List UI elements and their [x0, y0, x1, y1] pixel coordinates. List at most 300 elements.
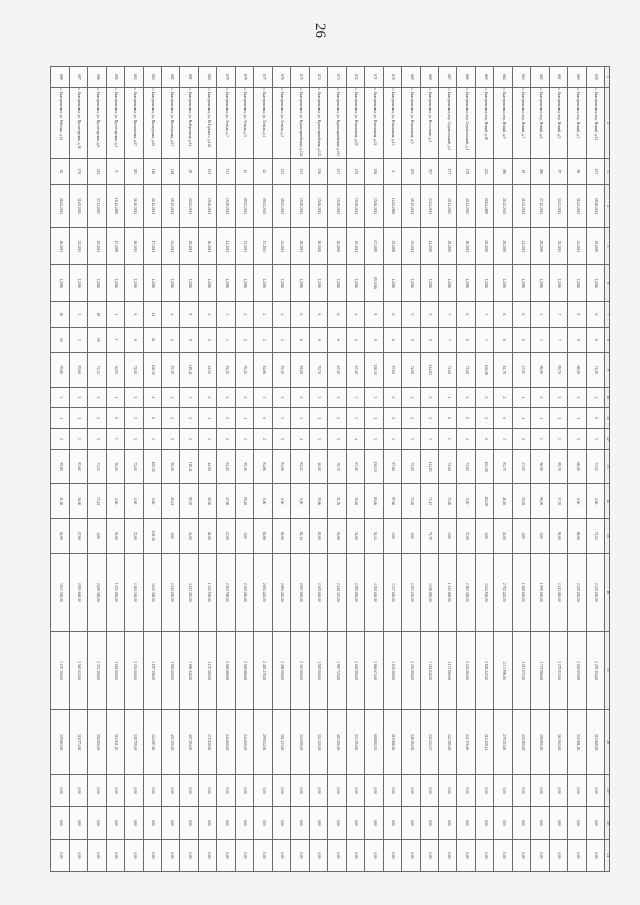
table-cell: 0,00 — [549, 839, 567, 871]
table-cell: 3 031 000,00 — [383, 631, 401, 709]
table-cell: 97 — [549, 159, 567, 184]
table-cell: 2 — [272, 429, 290, 450]
table-row — [346, 67, 364, 872]
table-cell: 1,2016 — [69, 265, 87, 302]
table-cell: 120,10 — [365, 352, 383, 387]
table-cell: 0,00 — [51, 807, 70, 839]
table-cell: 672 — [346, 67, 364, 88]
table-cell: 54,44 — [365, 518, 383, 553]
table-row — [475, 67, 493, 872]
table-cell: 1,2016 — [125, 265, 143, 302]
column-number-header: 13 — [605, 449, 610, 484]
table-cell: 8 — [365, 302, 383, 327]
table-cell: 120 485,00 — [512, 710, 530, 775]
table-cell: 670 — [383, 67, 401, 88]
table-cell: 18.12.2011 — [161, 184, 179, 228]
table-cell: 3 632 300,00 — [143, 553, 161, 631]
table-cell: 1,2016 — [439, 265, 457, 302]
table-cell: 3 690 140,00 — [180, 631, 198, 709]
table-cell: 15.06.2011 — [309, 184, 327, 228]
table-cell: 82,70 — [494, 352, 512, 387]
table-cell: 85,30 — [180, 484, 198, 519]
table-cell: 4 — [346, 302, 364, 327]
table-cell: 7 — [549, 302, 567, 327]
table-cell: 6 — [291, 302, 309, 327]
table-cell: 52 — [51, 159, 70, 184]
table-cell: 4 — [143, 387, 161, 408]
table-cell: 124 385,00 — [439, 710, 457, 775]
table-cell: 37,70 — [549, 484, 567, 519]
table-cell: 3 — [291, 408, 309, 429]
table-cell: 30,00 — [106, 518, 124, 553]
table-cell: 678 — [235, 67, 253, 88]
table-cell: 0,00 — [143, 484, 161, 519]
table-cell: 6 — [494, 302, 512, 327]
table-cell: 0,00 — [402, 518, 420, 553]
table-cell: 85,70 — [549, 352, 567, 387]
table-cell: 4 — [254, 327, 272, 352]
table-cell: 671 — [365, 67, 383, 88]
table-cell: 0,00 — [383, 518, 401, 553]
table-cell: 26.10.2011 — [125, 184, 143, 228]
table-cell: 68,00 — [568, 449, 586, 484]
table-row — [125, 67, 143, 872]
table-cell: 82,14 — [291, 518, 309, 553]
table-cell: 0,00 — [309, 839, 327, 871]
table-cell: 19.2011 — [88, 228, 106, 265]
address-cell: с. Екатериновка, ул. Лесная, д.5 — [235, 87, 253, 159]
table-cell: 1 — [439, 429, 457, 450]
table-cell: 452 351,00 — [161, 710, 179, 775]
table-cell: 97,60 — [383, 484, 401, 519]
address-cell: с. Екатериновка, ул. Рабочая, д.14 — [51, 87, 70, 159]
table-cell: 1 — [531, 408, 549, 429]
table-cell: 21 — [143, 302, 161, 327]
table-cell: 0,00 — [125, 774, 143, 806]
table-cell: 1 035 000,00 — [106, 553, 124, 631]
column-number-header: 6 — [605, 265, 610, 302]
table-cell: 1 — [235, 408, 253, 429]
table-cell: 23.2011 — [402, 228, 420, 265]
table-cell: 0,00 — [125, 807, 143, 839]
table-cell: 144,83 — [420, 352, 438, 387]
table-cell: 172 528,00 — [198, 710, 216, 775]
table-cell: 5 — [402, 327, 420, 352]
table-cell: 95,40 — [235, 352, 253, 387]
address-cell: с. Екатериновка, ул. Лесная, д.7 — [217, 87, 235, 159]
column-number-header: 3 — [605, 159, 610, 184]
table-cell: 201 — [402, 159, 420, 184]
table-cell: 0,00 — [291, 484, 309, 519]
table-cell: 96,90 — [531, 484, 549, 519]
table-cell: 2 325 200,00 — [568, 553, 586, 631]
table-cell: 73,52 — [586, 449, 604, 484]
table-cell: 0 — [457, 408, 475, 429]
table-cell: 31,00 — [346, 518, 364, 553]
table-cell: 212 668,58 — [586, 710, 604, 775]
table-cell: 34,00 — [494, 518, 512, 553]
column-number-header: 16 — [605, 553, 610, 631]
column-number-header: 5 — [605, 228, 610, 265]
table-cell: 301 213,00 — [272, 710, 290, 775]
table-cell: 156 — [365, 159, 383, 184]
table-cell: 8 — [568, 327, 586, 352]
table-row — [254, 67, 272, 872]
table-cell: 263 962,00 — [549, 710, 567, 775]
table-cell: 659 — [586, 67, 604, 88]
table-cell: 2 — [475, 408, 493, 429]
table-cell: 07.2019 — [365, 228, 383, 265]
table-cell: 0,00 — [291, 807, 309, 839]
table-cell: 15.08.2011 — [217, 184, 235, 228]
table-cell: 73,14 — [88, 352, 106, 387]
table-cell: 5 — [420, 302, 438, 327]
table-cell: 18.08.2011 — [586, 184, 604, 228]
table-cell: 103,08 — [475, 352, 493, 387]
table-cell: 3 — [272, 408, 290, 429]
table-cell: 3 637 300,00 — [51, 553, 70, 631]
column-number-header: 2 — [605, 87, 610, 159]
table-cell: 2 — [51, 429, 70, 450]
table-cell: 0,00 — [383, 774, 401, 806]
table-cell: 14.2015 — [420, 228, 438, 265]
table-cell: 2 — [383, 387, 401, 408]
table-cell: 0,00 — [291, 774, 309, 806]
table-cell: 3 866 674,00 — [365, 631, 383, 709]
address-cell: с. Екатериновка, пер. Строительный, д.3 — [439, 87, 457, 159]
table-cell: 15,92 — [512, 484, 530, 519]
table-row — [402, 67, 420, 872]
table-cell: 43 — [235, 159, 253, 184]
table-cell: 0,00 — [457, 807, 475, 839]
table-cell: 72,00 — [439, 352, 457, 387]
table-cell: 2 — [272, 387, 290, 408]
table-cell: 0,00 — [309, 807, 327, 839]
table-cell: 357 — [420, 159, 438, 184]
table-cell: 2 481 300,00 — [457, 553, 475, 631]
table-cell: 0,00 — [531, 839, 549, 871]
table-cell: 215 866,00 — [383, 710, 401, 775]
table-cell: 82,70 — [494, 449, 512, 484]
table-cell: 22.2011 — [69, 228, 87, 265]
table-cell: 0,00 — [291, 839, 309, 871]
table-cell: 95,40 — [235, 484, 253, 519]
table-cell: 407 294,00 — [180, 710, 198, 775]
table-cell: 2 — [383, 408, 401, 429]
table-cell: 0,00 — [143, 807, 161, 839]
table-cell: 3 — [235, 429, 253, 450]
table-cell: 0,00 — [88, 807, 106, 839]
table-cell: 3 — [254, 387, 272, 408]
table-cell: 2 — [420, 408, 438, 429]
table-cell: 1,2016 — [475, 265, 493, 302]
table-cell: 2 — [217, 429, 235, 450]
table-cell: 26.02.2011 — [51, 184, 70, 228]
table-cell: 0,00 — [106, 839, 124, 871]
table-cell: 0,00 — [254, 807, 272, 839]
table-cell: 248 192,00 — [402, 710, 420, 775]
table-cell: 65,66 — [365, 484, 383, 519]
address-cell: с. Екатериновка, ул. Красноармейская, д.123 — [309, 87, 327, 159]
table-cell: 196 851,00 — [531, 710, 549, 775]
table-cell: 5 — [402, 302, 420, 327]
table-cell: 676 — [272, 67, 290, 88]
table-cell: 82,00 — [291, 352, 309, 387]
table-cell: 133 — [291, 159, 309, 184]
table-cell: 2 — [125, 387, 143, 408]
table-cell: 0 — [475, 429, 493, 450]
table-cell: 0 — [439, 408, 457, 429]
table-cell: 0,00 — [457, 774, 475, 806]
table-cell: 684 — [125, 67, 143, 88]
table-cell: 316 774,00 — [69, 710, 87, 775]
table-cell: 71,70 — [420, 518, 438, 553]
table-cell: 1,2016 — [180, 265, 198, 302]
table-cell: 1,2016 — [309, 265, 327, 302]
table-cell: 687 — [69, 67, 87, 88]
table-cell: 30,00 — [106, 449, 124, 484]
table-cell: 677 — [254, 67, 272, 88]
table-cell: 2 — [125, 429, 143, 450]
table-frame — [50, 66, 610, 872]
table-cell: 0,00 — [106, 807, 124, 839]
table-cell: 29.2019 — [494, 228, 512, 265]
table-cell: 1 — [51, 408, 70, 429]
table-cell: 0,00 — [586, 839, 604, 871]
table-cell: 1 — [365, 408, 383, 429]
table-row — [531, 67, 549, 872]
address-cell: с. Екатериновка, ул. Вокзальная, д.13 — [383, 87, 401, 159]
table-cell: 1,2016 — [51, 265, 70, 302]
table-cell: 36,40 — [346, 484, 364, 519]
table-cell: 13.2011 — [235, 228, 253, 265]
table-cell: 94,20 — [217, 449, 235, 484]
table-cell: 1,2016 — [402, 265, 420, 302]
table-cell: 214 — [88, 159, 106, 184]
table-cell: 0,00 — [365, 839, 383, 871]
table-cell: 2 — [494, 387, 512, 408]
column-number-header: 17 — [605, 631, 610, 709]
column-number-header: 21 — [605, 839, 610, 871]
table-cell: 72,00 — [457, 518, 475, 553]
table-cell: 1 — [512, 387, 530, 408]
table-cell: 0,00 — [346, 807, 364, 839]
table-cell: 324 000,00 — [291, 710, 309, 775]
table-cell: 0,00 — [309, 774, 327, 806]
table-cell: 0,00 — [568, 807, 586, 839]
table-cell: 679 — [217, 67, 235, 88]
table-cell: 2 — [402, 387, 420, 408]
table-cell: 28.03.2011 — [272, 184, 290, 228]
table-cell: 2 408 000,00 — [272, 631, 290, 709]
table-cell: 24.2011 — [568, 228, 586, 265]
table-cell: 0,00 — [512, 839, 530, 871]
table-cell: 0,00 — [272, 484, 290, 519]
table-cell: 1,2016 — [235, 265, 253, 302]
table-cell: 2 278 104,00 — [586, 631, 604, 709]
table-cell: 680 — [198, 67, 216, 88]
table-cell: 2 629 300,00 — [88, 553, 106, 631]
table-cell: 3 — [217, 327, 235, 352]
table-cell: 6 — [457, 302, 475, 327]
table-cell: 8 — [106, 159, 124, 184]
table-cell: 1,2016 — [549, 265, 567, 302]
column-number-header: 8 — [605, 327, 610, 352]
table-cell: 94,20 — [217, 352, 235, 387]
table-row — [161, 67, 179, 872]
table-row — [88, 67, 106, 872]
table-cell: 2 — [161, 408, 179, 429]
housing-table — [50, 66, 610, 872]
table-cell: 2 145 000,00 — [309, 553, 327, 631]
table-cell: 2 — [568, 429, 586, 450]
table-cell: 47,60 — [69, 518, 87, 553]
table-cell: 1 260 400,00 — [512, 553, 530, 631]
column-number-header: 14 — [605, 484, 610, 519]
table-cell: 2 — [161, 429, 179, 450]
table-cell: 1 157 282,00 — [198, 631, 216, 709]
table-cell: 0,00 — [439, 518, 457, 553]
column-number-header: 9 — [605, 352, 610, 387]
table-cell: 34,00 — [180, 518, 198, 553]
table-cell: 120,10 — [365, 449, 383, 484]
table-cell: 0,00 — [457, 839, 475, 871]
table-cell: 2 310 000,00 — [291, 631, 309, 709]
table-cell: 16.2011 — [198, 228, 216, 265]
table-cell: 0,00 — [143, 774, 161, 806]
table-cell: 211 881,26 — [568, 710, 586, 775]
table-cell: 1 — [512, 408, 530, 429]
table-cell: 0,00 — [180, 774, 198, 806]
table-cell: 71,52 — [586, 518, 604, 553]
table-row — [457, 67, 475, 872]
table-cell: 3 — [309, 429, 327, 450]
table-row — [180, 67, 198, 872]
table-cell: 2 — [383, 429, 401, 450]
table-cell: 2 — [568, 387, 586, 408]
table-cell: 73,13 — [420, 484, 438, 519]
table-cell: 0 — [106, 408, 124, 429]
table-cell: 35,80 — [328, 518, 346, 553]
table-cell: 24.2011 — [272, 228, 290, 265]
table-cell: 24.2011 — [161, 228, 179, 265]
table-cell: 669 — [402, 67, 420, 88]
table-cell: 26,00 — [198, 518, 216, 553]
table-cell: 3 — [475, 302, 493, 327]
table-cell: 37,55 — [512, 449, 530, 484]
table-cell: 72,00 — [125, 449, 143, 484]
address-cell: с. Екатериновка, ул. Вокзальная, д.29 — [346, 87, 364, 159]
table-cell: 0,00 — [586, 484, 604, 519]
table-cell: 103,08 — [475, 449, 493, 484]
table-cell: 608 002,93 — [365, 710, 383, 775]
table-cell: 6 — [586, 302, 604, 327]
table-cell: 18,50 — [198, 484, 216, 519]
table-cell: 2 — [69, 387, 87, 408]
table-cell: 0,00 — [217, 774, 235, 806]
table-cell: 84,66 — [254, 352, 272, 387]
table-cell: 1,2016 — [531, 265, 549, 302]
table-row — [69, 67, 87, 872]
address-cell: с. Екатериновка, ул. Вокзальная, д.24 — [365, 87, 383, 159]
table-cell: 68,00 — [568, 352, 586, 387]
table-cell: 0,00 — [531, 518, 549, 553]
table-row — [328, 67, 346, 872]
table-cell: 2 — [161, 387, 179, 408]
table-cell: 2 694 440,00 — [272, 553, 290, 631]
table-cell: 1,2016 — [88, 265, 106, 302]
table-cell: 21 — [143, 327, 161, 352]
address-cell: с. Екатериновка, ул. Пролетарская, д.6 — [88, 87, 106, 159]
table-cell: 84,66 — [254, 518, 272, 553]
table-cell: 0,00 — [365, 774, 383, 806]
table-cell: 324 697,00 — [143, 710, 161, 775]
table-cell: 93,39 — [161, 352, 179, 387]
table-row — [439, 67, 457, 872]
table-cell: 0,00 — [494, 774, 512, 806]
table-cell: 148 — [161, 159, 179, 184]
table-cell: 153 — [198, 159, 216, 184]
table-cell: 84,66 — [254, 449, 272, 484]
table-cell: 1 920 000,00 — [309, 631, 327, 709]
column-number-header: 15 — [605, 518, 610, 553]
address-cell: с. Екатериновка, ул. Красноармейская, д.111 — [328, 87, 346, 159]
table-cell: 19.2011 — [180, 228, 198, 265]
table-cell: 72,00 — [402, 449, 420, 484]
table-cell: 3 — [69, 302, 87, 327]
table-cell: 1,2016 — [346, 265, 364, 302]
table-row — [198, 67, 216, 872]
table-cell: 28.2019 — [531, 228, 549, 265]
table-cell: 30.11.2011 — [439, 184, 457, 228]
table-cell: 0 — [512, 429, 530, 450]
table-cell: 383 — [125, 159, 143, 184]
table-cell: 0,00 — [235, 839, 253, 871]
table-cell: 15.08.2011 — [346, 184, 364, 228]
table-cell: 71,20 — [586, 352, 604, 387]
table-cell: 2 484 300,00 — [125, 553, 143, 631]
table-cell: 3 — [494, 429, 512, 450]
table-cell: 0,00 — [402, 774, 420, 806]
table-cell: 73,14 — [88, 449, 106, 484]
table-cell: 40,00 — [309, 449, 327, 484]
table-cell: 72,00 — [457, 449, 475, 484]
table-cell: 2 413 026,00 — [549, 553, 567, 631]
table-cell: 3 516 000,00 — [420, 553, 438, 631]
table-cell: 1 — [309, 408, 327, 429]
table-cell: 688 — [51, 67, 70, 88]
table-cell: 09.2016 — [365, 265, 383, 302]
table-row — [494, 67, 512, 872]
table-cell: 662 — [531, 67, 549, 88]
table-cell: 45,41 — [161, 484, 179, 519]
table-cell: 2 — [198, 429, 216, 450]
page-number-text: 26 — [311, 22, 328, 38]
table-cell: 3 — [365, 429, 383, 450]
table-cell: 119,42 — [180, 352, 198, 387]
table-cell: 0,00 — [494, 807, 512, 839]
table-cell: 15.06.2011 — [198, 184, 216, 228]
table-cell: 2 048 666,00 — [235, 631, 253, 709]
table-cell: 298 022,00 — [254, 710, 272, 775]
table-cell: 1 — [106, 327, 124, 352]
table-cell: 6 — [512, 302, 530, 327]
table-cell: 3 — [143, 429, 161, 450]
table-cell: 1,2016 — [106, 265, 124, 302]
table-cell: 4 — [346, 327, 364, 352]
table-cell: 1 — [531, 429, 549, 450]
table-cell: 83,60 — [69, 449, 87, 484]
